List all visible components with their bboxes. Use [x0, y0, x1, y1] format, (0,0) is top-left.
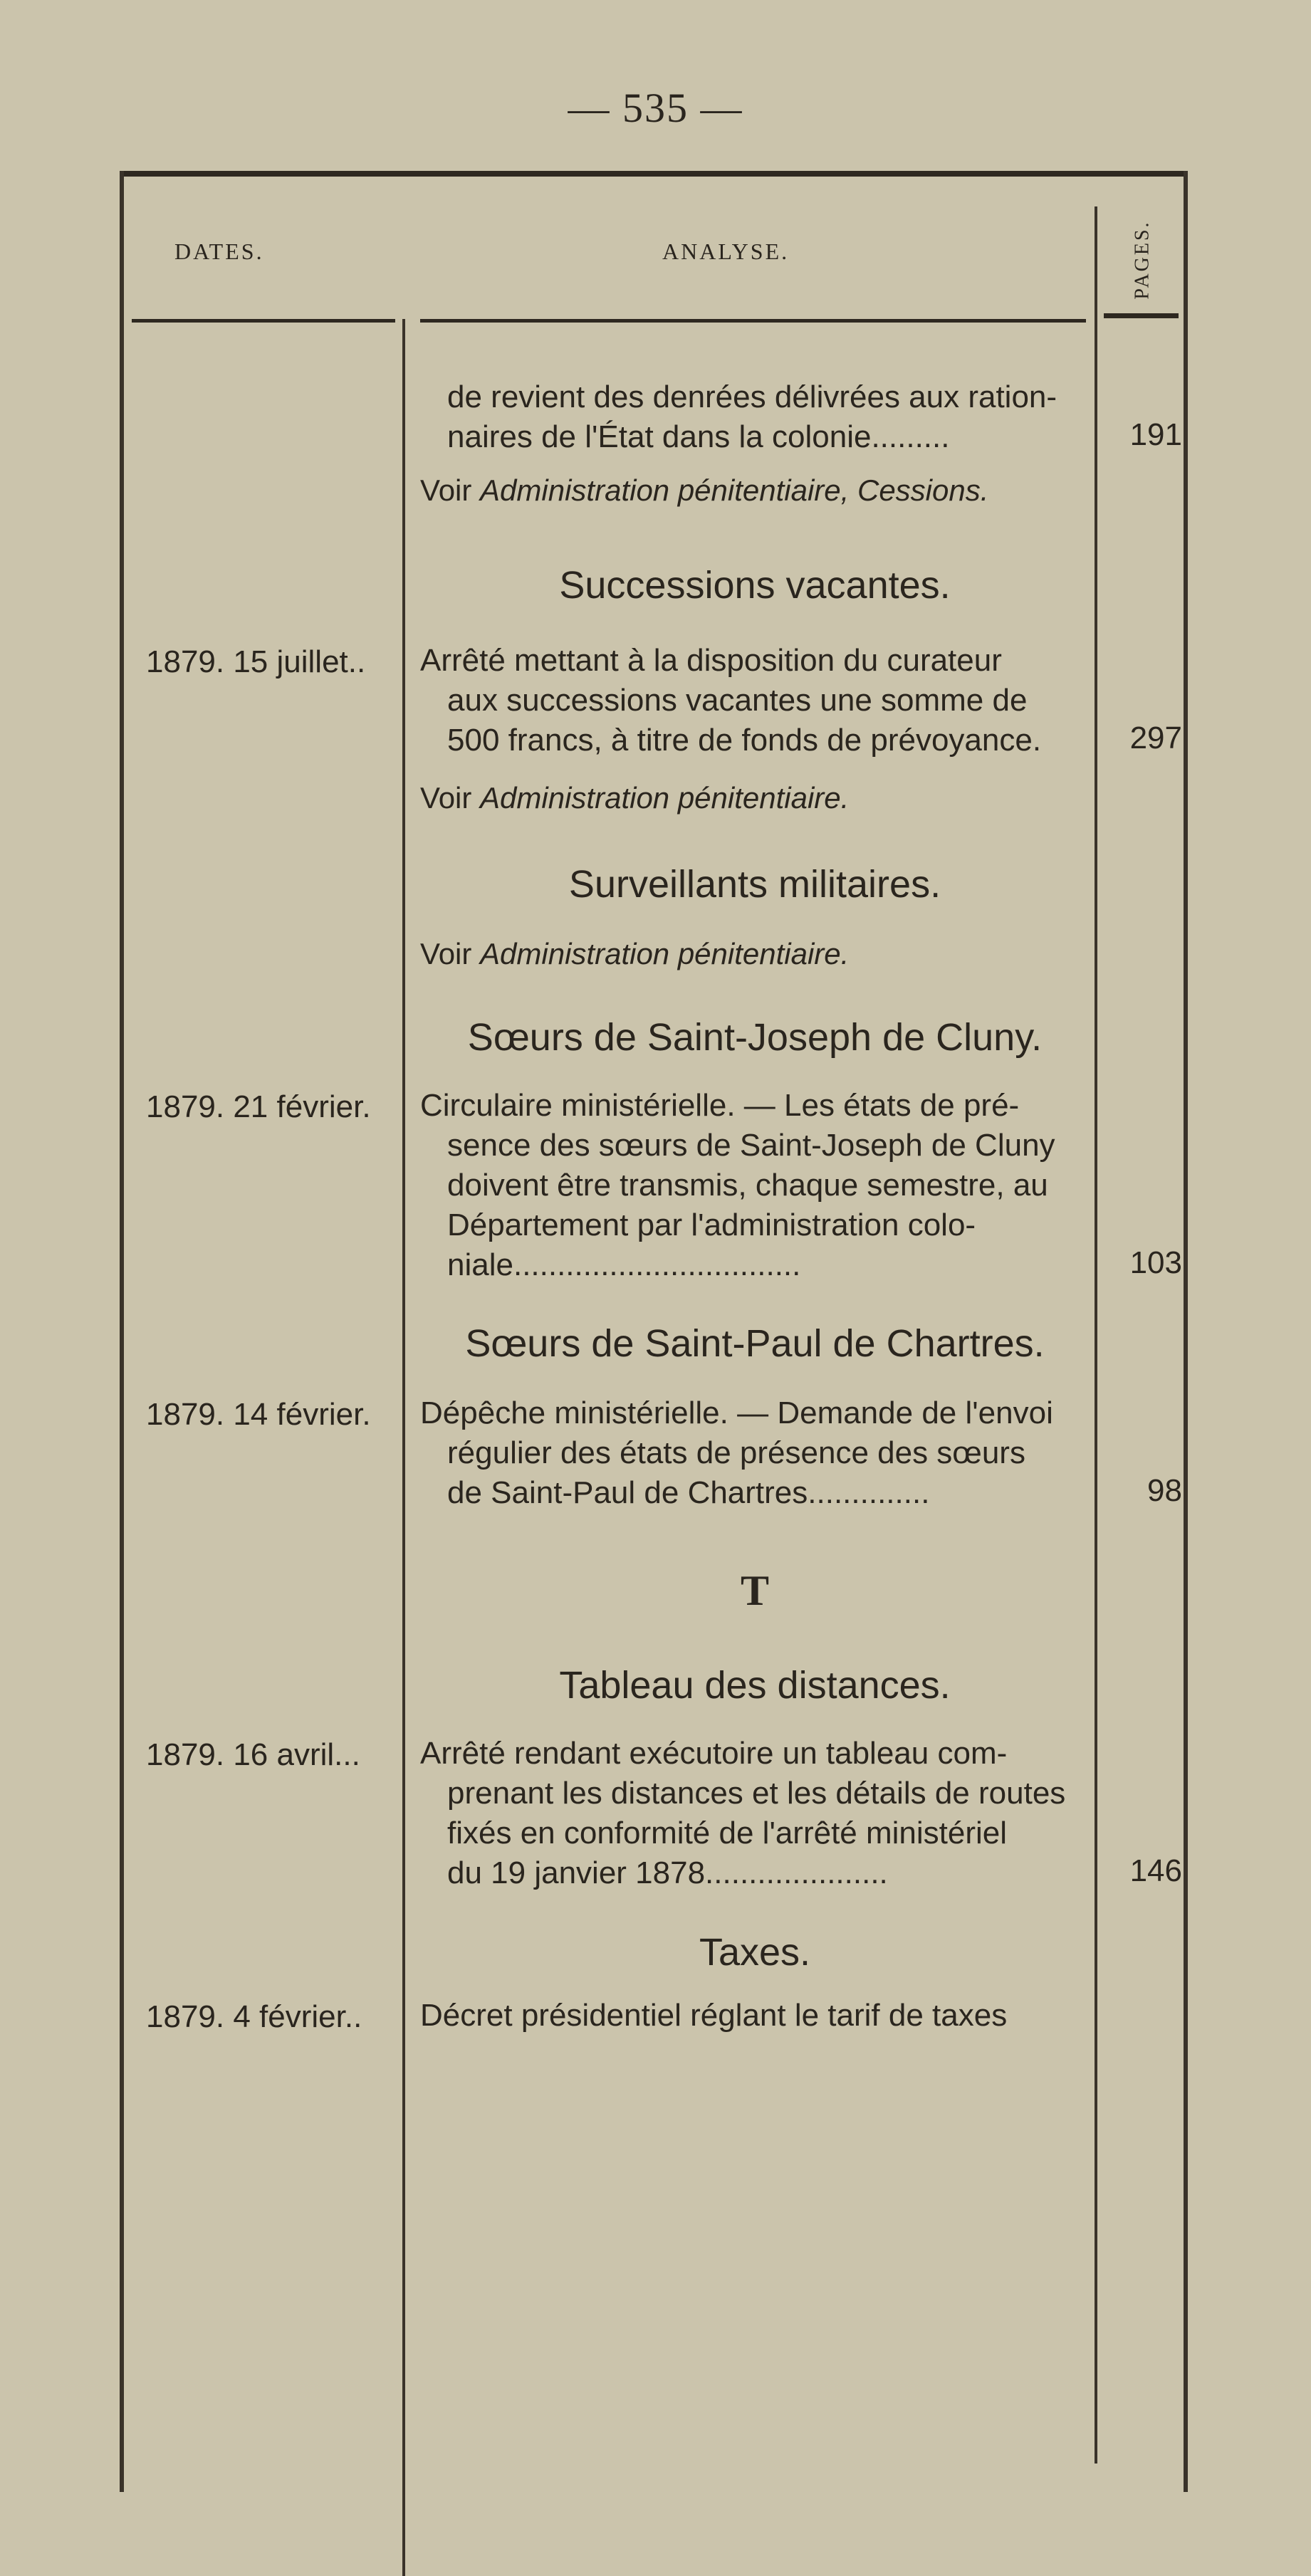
index-entry [420, 1734, 1090, 1893]
column-header-analyse: ANALYSE. [662, 239, 790, 264]
pages-column-divider [1095, 206, 1097, 2464]
letter-heading: T [740, 1567, 770, 1614]
entry-line: de Saint-Paul de Chartres.............. [447, 1475, 930, 1510]
see-also-reference [420, 937, 1090, 971]
column-header-pages-label: PAGES. [1132, 220, 1154, 300]
header-rule-analyse [420, 319, 1086, 323]
section-heading: Sœurs de Saint-Joseph de Cluny. [467, 1016, 1043, 1059]
table-left-border [120, 171, 124, 2492]
index-entry [420, 1996, 1090, 2036]
entry-date: 1879. 15 juillet.. [146, 644, 366, 679]
see-also-reference [420, 473, 1090, 508]
entry-continuation [420, 377, 1090, 457]
entry-line: régulier des états de présence des sœurs [447, 1435, 1025, 1470]
entry-date: 1879. 4 février.. [146, 1999, 362, 2034]
section-heading: Tableau des distances. [559, 1664, 951, 1707]
page-reference: 146 [1129, 1853, 1182, 1888]
section-heading: Taxes. [699, 1931, 811, 1974]
dates-column-divider [402, 319, 405, 2576]
section-heading: Successions vacantes. [559, 564, 951, 607]
index-entry [420, 1086, 1090, 1285]
table-top-rule [120, 171, 1188, 177]
entry-line: fixés en conformité de l'arrêté ministériel [447, 1816, 1008, 1850]
see-also-prefix: Voir [420, 781, 481, 815]
index-entry [420, 641, 1090, 760]
entry-line: Département par l'administration colo- [447, 1208, 976, 1242]
entry-line: de revient des denrées délivrées aux ration- [447, 379, 1057, 414]
see-also-prefix: Voir [420, 937, 481, 970]
entry-line: Décret présidentiel réglant le tarif de taxes [420, 1998, 1008, 2033]
see-also-prefix: Voir [420, 473, 481, 507]
page-reference: 98 [1147, 1473, 1182, 1508]
column-header-pages [1107, 214, 1179, 306]
entry-date: 1879. 21 février. [146, 1089, 371, 1124]
see-also-target: Administration pénitentiaire. [480, 781, 850, 815]
page-number: — 535 — [568, 85, 743, 131]
entry-line: aux successions vacantes une somme de [447, 683, 1028, 718]
entry-line: du 19 janvier 1878..................... [447, 1855, 888, 1890]
entry-line: sence des sœurs de Saint-Joseph de Cluny [447, 1128, 1055, 1163]
entry-line: naires de l'État dans la colonie......... [447, 419, 950, 454]
header-rule-pages [1104, 313, 1179, 318]
entry-date: 1879. 16 avril... [146, 1737, 360, 1772]
page-reference: 191 [1129, 417, 1182, 452]
entry-line: prenant les distances et les détails de routes [447, 1776, 1066, 1811]
entry-date: 1879. 14 février. [146, 1397, 371, 1432]
entry-line: Circulaire ministérielle. — Les états de pré- [420, 1088, 1020, 1123]
table-right-border [1184, 171, 1188, 2492]
page-reference: 297 [1129, 721, 1182, 755]
entry-line: doivent être transmis, chaque semestre, au [447, 1168, 1048, 1203]
entry-line: Dépêche ministérielle. — Demande de l'envoi [420, 1396, 1053, 1430]
header-rule-dates [132, 319, 395, 323]
entry-line: Arrêté rendant exécutoire un tableau com- [420, 1736, 1008, 1771]
entry-line: niale................................. [447, 1247, 801, 1282]
column-header-dates: DATES. [174, 239, 264, 264]
index-entry [420, 1393, 1090, 1513]
page-reference: 103 [1129, 1245, 1182, 1280]
entry-line: Arrêté mettant à la disposition du curateur [420, 643, 1002, 678]
see-also-reference [420, 781, 1090, 815]
see-also-target: Administration pénitentiaire. [480, 937, 850, 970]
section-heading: Surveillants militaires. [568, 863, 941, 906]
entry-line: 500 francs, à titre de fonds de prévoyance. [447, 723, 1042, 758]
section-heading: Sœurs de Saint-Paul de Chartres. [465, 1322, 1045, 1365]
see-also-target: Administration pénitentiaire, Cessions. [480, 473, 989, 507]
